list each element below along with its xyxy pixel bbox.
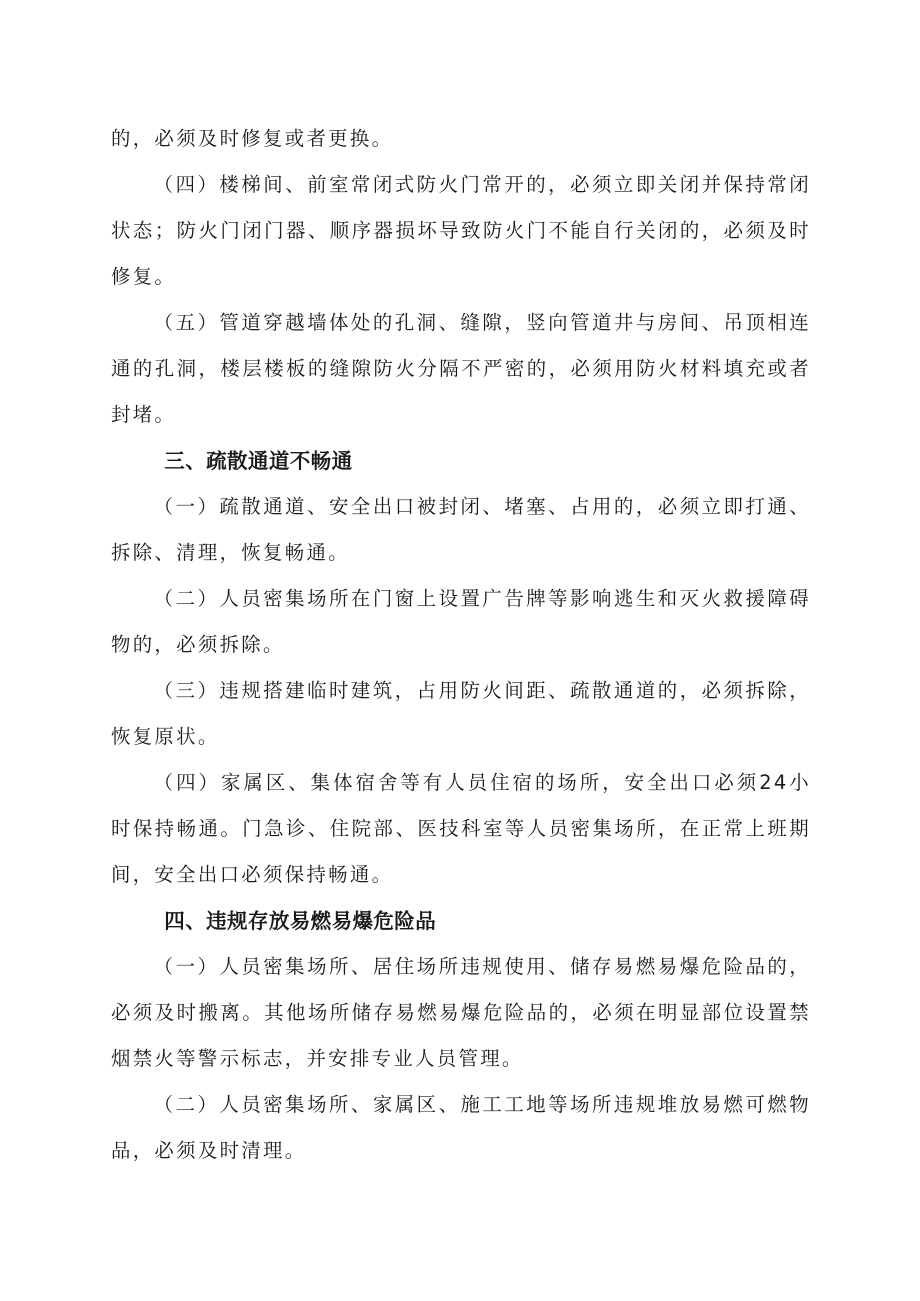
- paragraph-item-5-pipe-openings: （五）管道穿越墙体处的孔洞、缝隙，竖向管道井与房间、吊顶相连通的孔洞，楼层楼板的缝隙防火分隔不严密的，必须用防火材料填充或者封堵。: [111, 311, 811, 426]
- paragraph-section4-item-2: （二）人员密集场所、家属区、施工工地等场所违规堆放易燃可燃物品，必须及时清理。: [111, 1093, 811, 1162]
- paragraph-section3-item-1: （一）疏散通道、安全出口被封闭、堵塞、占用的，必须立即打通、拆除、清理，恢复畅通。: [111, 495, 811, 564]
- paragraph-continuation: 的，必须及时修复或者更换。: [111, 127, 394, 150]
- paragraph-item-4-fire-doors: （四）楼梯间、前室常闭式防火门常开的，必须立即关闭并保持常闭状态；防火门闭门器、顺序器损坏导致防火门不能自行关闭的，必须及时修复。: [111, 173, 811, 288]
- section-heading-3: 三、疏散通道不畅通: [164, 449, 353, 473]
- section-heading-4: 四、违规存放易燃易爆危险品: [164, 909, 437, 933]
- paragraph-section3-item-3: （三）违规搭建临时建筑，占用防火间距、疏散通道的，必须拆除，恢复原状。: [111, 679, 811, 748]
- paragraph-section3-item-4: （四）家属区、集体宿舍等有人员住宿的场所，安全出口必须24小时保持畅通。门急诊、住院部、医技科室等人员密集场所，在正常上班期间，安全出口必须保持畅通。: [111, 771, 811, 886]
- document-body: [111, 116, 811, 1174]
- paragraph-section4-item-1: （一）人员密集场所、居住场所违规使用、储存易燃易爆危险品的，必须及时搬离。其他场所储存易燃易爆危险品的，必须在明显部位设置禁烟禁火等警示标志，并安排专业人员管理。: [111, 955, 811, 1070]
- paragraph-section3-item-2: （二）人员密集场所在门窗上设置广告牌等影响逃生和灭火救援障碍物的，必须拆除。: [111, 587, 811, 656]
